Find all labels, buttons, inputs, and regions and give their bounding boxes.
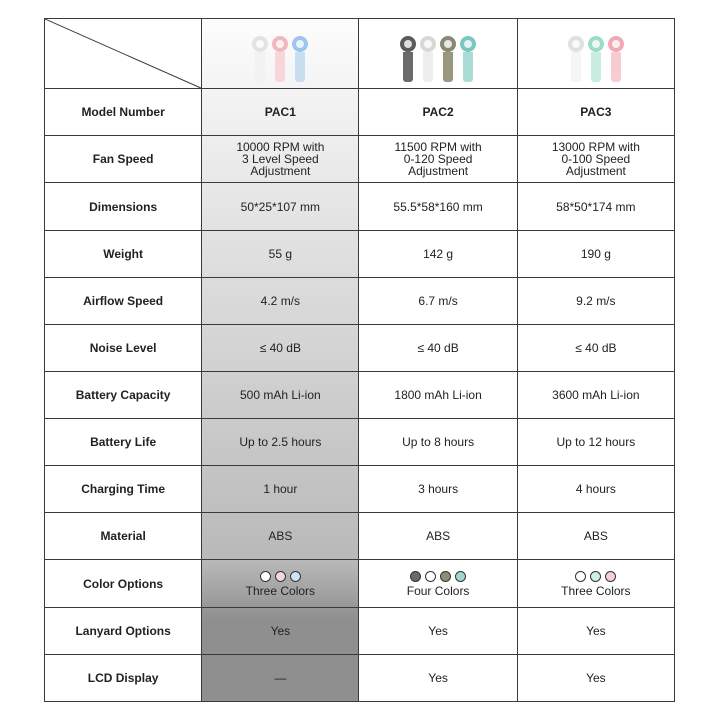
product-image-pac3 bbox=[517, 19, 674, 89]
color-count-label: Three Colors bbox=[561, 583, 631, 598]
material-pac1: ABS bbox=[202, 513, 359, 560]
row-label: Lanyard Options bbox=[45, 607, 202, 654]
handheld-fan-icon bbox=[441, 36, 455, 82]
row-material bbox=[45, 513, 675, 560]
color-swatches bbox=[363, 571, 512, 582]
handheld-fan-icon bbox=[589, 36, 603, 82]
lcd-pac2: Yes bbox=[359, 654, 517, 701]
dimensions-pac2: 55.5*58*160 mm bbox=[359, 183, 517, 230]
row-label: Battery Life bbox=[45, 419, 202, 466]
color-options-pac2 bbox=[359, 560, 517, 607]
row-label: Dimensions bbox=[45, 183, 202, 230]
row-weight bbox=[45, 230, 675, 277]
color-swatch-icon bbox=[290, 571, 301, 582]
color-swatch-icon bbox=[275, 571, 286, 582]
fan-speed-pac1 bbox=[202, 136, 359, 183]
row-label: Color Options bbox=[45, 560, 202, 607]
battery-capacity-pac2: 1800 mAh Li-ion bbox=[359, 371, 517, 418]
row-label: LCD Display bbox=[45, 654, 202, 701]
airflow-pac3: 9.2 m/s bbox=[517, 277, 674, 324]
cell-line: Adjustment bbox=[565, 164, 626, 179]
row-charging-time bbox=[45, 466, 675, 513]
battery-capacity-pac1: 500 mAh Li-ion bbox=[202, 371, 359, 418]
diagonal-line bbox=[45, 19, 201, 88]
color-swatch-icon bbox=[440, 571, 451, 582]
color-count-label: Four Colors bbox=[406, 583, 470, 598]
lcd-pac3: Yes bbox=[517, 654, 674, 701]
cell-line: Adjustment bbox=[250, 164, 311, 179]
weight-pac1: 55 g bbox=[202, 230, 359, 277]
battery-life-pac3: Up to 12 hours bbox=[517, 419, 674, 466]
handheld-fan-icon bbox=[461, 36, 475, 82]
color-swatch-icon bbox=[425, 571, 436, 582]
charging-time-pac3: 4 hours bbox=[517, 466, 674, 513]
row-dimensions bbox=[45, 183, 675, 230]
handheld-fan-icon bbox=[293, 36, 307, 82]
row-model-number bbox=[45, 89, 675, 136]
handheld-fan-icon bbox=[421, 36, 435, 82]
battery-life-pac1: Up to 2.5 hours bbox=[202, 419, 359, 466]
row-noise-level bbox=[45, 324, 675, 371]
row-battery-capacity bbox=[45, 371, 675, 418]
row-lcd-display bbox=[45, 654, 675, 701]
charging-time-pac2: 3 hours bbox=[359, 466, 517, 513]
row-label: Charging Time bbox=[45, 466, 202, 513]
color-swatch-icon bbox=[410, 571, 421, 582]
cell-line: 0-100 Speed bbox=[561, 152, 631, 167]
handheld-fan-icon bbox=[401, 36, 415, 82]
weight-pac2: 142 g bbox=[359, 230, 517, 277]
cell-line: 3 Level Speed bbox=[241, 152, 319, 167]
cell-line: 0-120 Speed bbox=[403, 152, 473, 167]
row-battery-life bbox=[45, 419, 675, 466]
color-swatch-icon bbox=[605, 571, 616, 582]
row-airflow-speed bbox=[45, 277, 675, 324]
color-swatch-icon bbox=[590, 571, 601, 582]
cell-line: 10000 RPM with bbox=[236, 140, 325, 155]
row-label: Material bbox=[45, 513, 202, 560]
lcd-pac1: — bbox=[202, 654, 359, 701]
handheld-fan-icon bbox=[609, 36, 623, 82]
row-label: Airflow Speed bbox=[45, 277, 202, 324]
fan-speed-pac2 bbox=[359, 136, 517, 183]
noise-pac3: ≤ 40 dB bbox=[517, 324, 674, 371]
model-name-pac1: PAC1 bbox=[202, 89, 359, 136]
color-swatch-icon bbox=[455, 571, 466, 582]
material-pac2: ABS bbox=[359, 513, 517, 560]
dimensions-pac3: 58*50*174 mm bbox=[517, 183, 674, 230]
row-label: Model Number bbox=[45, 89, 202, 136]
airflow-pac1: 4.2 m/s bbox=[202, 277, 359, 324]
weight-pac3: 190 g bbox=[517, 230, 674, 277]
row-color-options bbox=[45, 560, 675, 607]
material-pac3: ABS bbox=[517, 513, 674, 560]
handheld-fan-icon bbox=[273, 36, 287, 82]
cell-line: 13000 RPM with bbox=[551, 140, 640, 155]
corner-cell bbox=[45, 19, 202, 89]
model-name-pac3: PAC3 bbox=[517, 89, 674, 136]
cell-line: 11500 RPM with bbox=[394, 140, 482, 155]
lanyard-pac1: Yes bbox=[202, 607, 359, 654]
battery-capacity-pac3: 3600 mAh Li-ion bbox=[517, 371, 674, 418]
row-fan-speed bbox=[45, 136, 675, 183]
color-count-label: Three Colors bbox=[245, 583, 316, 598]
color-swatch-icon bbox=[575, 571, 586, 582]
color-swatch-icon bbox=[260, 571, 271, 582]
handheld-fan-icon bbox=[569, 36, 583, 82]
product-image-pac2 bbox=[359, 19, 517, 89]
handheld-fan-icon bbox=[253, 36, 267, 82]
row-label: Noise Level bbox=[45, 324, 202, 371]
airflow-pac2: 6.7 m/s bbox=[359, 277, 517, 324]
dimensions-pac1: 50*25*107 mm bbox=[202, 183, 359, 230]
lanyard-pac2: Yes bbox=[359, 607, 517, 654]
model-name-pac2: PAC2 bbox=[359, 89, 517, 136]
noise-pac2: ≤ 40 dB bbox=[359, 324, 517, 371]
cell-line: Adjustment bbox=[408, 164, 469, 179]
row-label: Weight bbox=[45, 230, 202, 277]
battery-life-pac2: Up to 8 hours bbox=[359, 419, 517, 466]
color-options-pac1 bbox=[202, 560, 359, 607]
color-options-pac3 bbox=[517, 560, 674, 607]
row-lanyard-options bbox=[45, 607, 675, 654]
color-swatches bbox=[522, 571, 670, 582]
row-label: Battery Capacity bbox=[45, 371, 202, 418]
color-swatches bbox=[206, 571, 354, 582]
fan-speed-pac3 bbox=[517, 136, 674, 183]
header-row bbox=[45, 19, 675, 89]
noise-pac1: ≤ 40 dB bbox=[202, 324, 359, 371]
row-label: Fan Speed bbox=[45, 136, 202, 183]
lanyard-pac3: Yes bbox=[517, 607, 674, 654]
charging-time-pac1: 1 hour bbox=[202, 466, 359, 513]
product-image-pac1 bbox=[202, 19, 359, 89]
spec-comparison-table bbox=[44, 18, 675, 702]
